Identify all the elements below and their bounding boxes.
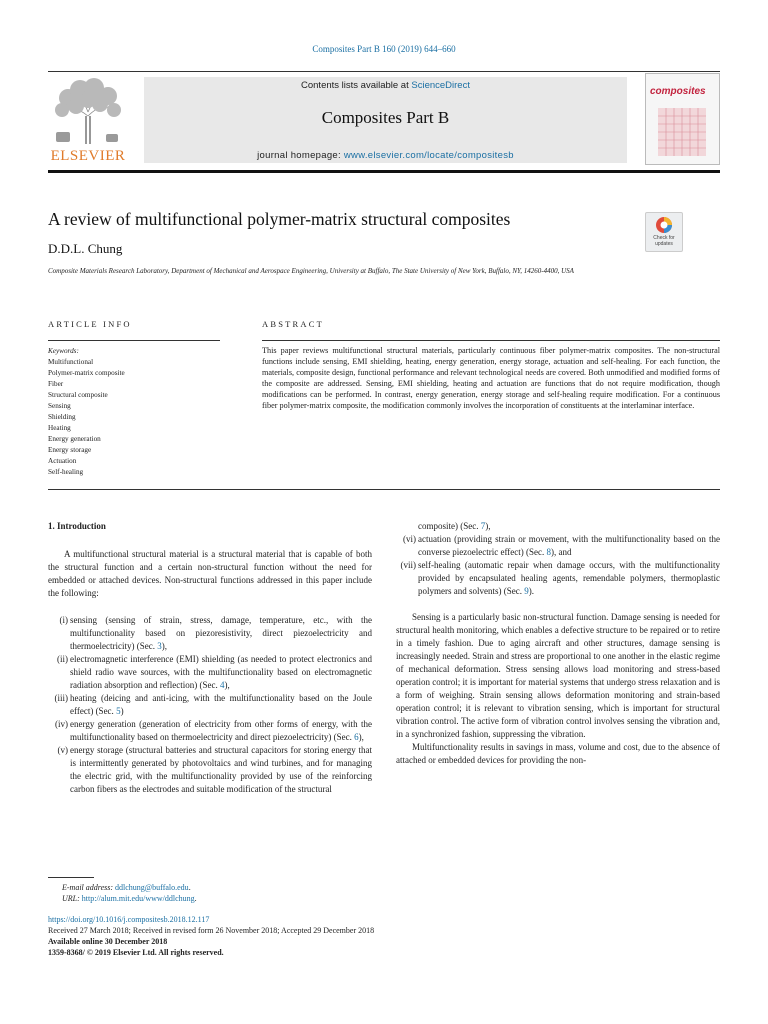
article-info-rule xyxy=(48,340,220,341)
section-link[interactable]: 9 xyxy=(524,586,529,596)
email-end: . xyxy=(188,883,191,892)
keyword-item: Self-healing xyxy=(48,468,84,476)
list-end: ), xyxy=(161,641,167,651)
function-list-continued xyxy=(396,533,720,598)
keyword-item: Fiber xyxy=(48,380,64,388)
keyword-item: Shielding xyxy=(48,413,76,421)
footnote-rule xyxy=(48,877,94,878)
list-end: ). xyxy=(528,586,534,596)
keyword-item: Polymer-matrix composite xyxy=(48,369,125,377)
list-item xyxy=(48,614,372,653)
journal-cover-thumbnail[interactable] xyxy=(645,73,720,165)
list-number: (vii) xyxy=(400,560,416,570)
homepage-line xyxy=(144,150,627,161)
received-dates: Received 27 March 2018; Received in revised form 26 November 2018; Accepted 29 December 2018 xyxy=(48,926,375,935)
list-end: ), and xyxy=(551,547,572,557)
publication-info xyxy=(48,914,374,958)
body-left-column xyxy=(48,520,372,796)
keyword-item: Multifunctional xyxy=(48,358,94,366)
url-end: . xyxy=(194,894,197,903)
author-name: D.D.L. Chung xyxy=(48,241,123,256)
crossmark-icon xyxy=(655,216,673,234)
author-footnote xyxy=(62,882,197,904)
url-label: URL: xyxy=(62,894,82,903)
list-text: actuation (providing strain or movement, with the multifunctionality based on the converse piezoelectric effect) (Sec. xyxy=(418,534,720,557)
list-end: ), xyxy=(485,521,491,531)
list-text: energy storage (structural batteries and structural capacitors for storing energy that is intermittently generated by photovoltaics and wind turbines, and for managing the electric grid, with the multifunctionality provided by use of the reinforcing carbon fibers as the electrodes and suitable modification of the structural xyxy=(70,745,372,794)
list-text: electromagnetic interference (EMI) shielding (as needed to protect electronics and shield radio wave sources, with the multifunctionality based on electromagnetic radiation absorption and reflection) (Sec. xyxy=(70,654,372,690)
email-label: E-mail address: xyxy=(62,883,116,892)
intro-paragraph: A multifunctional structural material is a structural material that is capable of both the structural function and a certain non-structural function without the need for embedded or attached devices. Non-structural functions addressed in this paper include the following: xyxy=(48,549,372,598)
contents-line xyxy=(144,80,627,91)
abstract-heading: ABSTRACT xyxy=(262,319,324,329)
list-text: sensing (sensing of strain, stress, damage, temperature, etc., with the multifunctionality based on piezoresistivity, direct piezoelectricity and thermoelectricity) (Sec. xyxy=(70,615,372,651)
abstract-rule xyxy=(262,340,720,341)
article-info-heading: ARTICLE INFO xyxy=(48,319,132,329)
crossmark-label: Check for updates xyxy=(653,235,675,247)
keywords-label: Keywords: xyxy=(48,347,79,355)
list-number: (iv) xyxy=(55,719,68,729)
list-item xyxy=(396,559,720,598)
homepage-url-link[interactable]: http://alum.mit.edu/www/ddlchung xyxy=(81,894,195,903)
list-text: self-healing (automatic repair when damage occurs, with the multifunctionality provided by encapsulated healing agents, remendable polymers, thermoplastic polymers and solvents) (Sec. xyxy=(418,560,720,596)
keyword-item: Energy generation xyxy=(48,435,101,443)
journal-reference[interactable]: Composites Part B 160 (2019) 644–660 xyxy=(312,44,456,54)
section-link[interactable]: 8 xyxy=(546,547,552,557)
contents-prefix: Contents lists available at xyxy=(301,80,412,91)
list-item xyxy=(48,744,372,796)
section-link[interactable]: 3 xyxy=(157,641,162,651)
list-item xyxy=(48,692,372,718)
section-rule xyxy=(48,489,720,490)
body-right-column xyxy=(396,520,720,767)
list-number: (v) xyxy=(57,745,68,755)
list-item xyxy=(48,718,372,744)
spacer xyxy=(396,598,720,611)
section-link[interactable]: 4 xyxy=(219,680,225,690)
cover-title: composites xyxy=(650,86,706,97)
keyword-item: Heating xyxy=(48,424,71,432)
article-title: A review of multifunctional polymer-matrix structural composites xyxy=(48,209,511,229)
available-online: Available online 30 December 2018 xyxy=(48,937,168,946)
list-text: energy generation (generation of electricity from other forms of energy, with the multifunctionality based on thermoelectricity and direct piezoelectricity) (Sec. xyxy=(70,719,372,742)
list-number: (vi) xyxy=(403,534,416,544)
keyword-item: Sensing xyxy=(48,402,71,410)
body-paragraph: Multifunctionality results in savings in mass, volume and cost, due to the absence of attached or embedded devices for providing the non- xyxy=(396,742,720,765)
list-text: composite) (Sec. xyxy=(418,521,481,531)
function-list xyxy=(48,614,372,796)
list-number: (ii) xyxy=(57,654,68,664)
homepage-prefix: journal homepage: xyxy=(257,150,344,161)
section-link[interactable]: 7 xyxy=(480,521,486,531)
keyword-item: Actuation xyxy=(48,457,77,465)
homepage-link[interactable]: www.elsevier.com/locate/compositesb xyxy=(343,150,514,161)
list-number: (iii) xyxy=(54,693,68,703)
list-number: (i) xyxy=(59,615,68,625)
url-line xyxy=(62,893,197,904)
list-text: heating (deicing and anti-icing, with the multifunctionality based on the Joule effect) (Sec. xyxy=(70,693,372,716)
introduction-heading: 1. Introduction xyxy=(48,521,106,531)
section-link[interactable]: 5 xyxy=(116,706,121,716)
list-end: ) xyxy=(120,706,124,716)
header-thick-rule xyxy=(48,170,720,173)
list-item xyxy=(396,533,720,559)
elsevier-wordmark: ELSEVIER xyxy=(50,148,126,164)
keyword-item: Energy storage xyxy=(48,446,92,454)
list-item-continuation xyxy=(396,520,720,533)
copyright-line: 1359-8368/ © 2019 Elsevier Ltd. All rights reserved. xyxy=(48,948,224,957)
list-end: ), xyxy=(358,732,364,742)
abstract-text: This paper reviews multifunctional structural materials, particularly continuous fiber polymer-matrix composites. The non-structural functions include sensing, EMI shielding, heating, energy generation, energy storage, actuation and self-healing. For each function, the materials, composite design, functional performance and relevant technological needs are covered. Both unmodified and modified forms of the composite are addressed. Sensing, EMI shielding, heating and actuation are functions that do not require modification, though modifications can be performed. In contrast, energy generation, energy storage and self-healing require modification. For a continuous fiber polymer-matrix composite, the modification commonly involves the incorporation of constituents at the interlaminar interface. xyxy=(262,346,720,410)
journal-title: Composites Part B xyxy=(321,108,450,127)
email-link[interactable]: ddlchung@buffalo.edu xyxy=(115,883,189,892)
author-affiliation: Composite Materials Research Laboratory, Department of Mechanical and Aerospace Engineering, University at Buffalo, The State University of New York, Buffalo, NY, 14260-4400, USA xyxy=(48,267,574,275)
tree-icon xyxy=(48,76,128,146)
sciencedirect-link[interactable]: ScienceDirect xyxy=(411,80,470,91)
list-item xyxy=(48,653,372,692)
keywords-list xyxy=(48,346,228,478)
check-for-updates-badge[interactable] xyxy=(645,212,683,252)
body-paragraph: Sensing is a particularly basic non-structural function. Damage sensing is needed for structural health monitoring, which enables a defective structure to be repaired or to retire in a timely fashion. Due to aging aircraft and other structures, damage sensing is increasingly needed. Strain and stress are proportional to one another in the elastic regime of mechanical deformation. Stress sensing allows load monitoring and stress-based operation control; it is important for material systems that undergo stress relaxation and is a form of weighing. Strain sensing allows deformation monitoring and strain-based operation control; it is relevant to vibration sensing, which is important for structural vibration control. The active form of vibration control involves sensing the vibration and, in a synchronized fashion, suppressing the vibration. xyxy=(396,612,720,739)
email-line xyxy=(62,882,197,893)
list-end: ), xyxy=(224,680,230,690)
cover-image xyxy=(658,108,706,156)
keyword-item: Structural composite xyxy=(48,391,108,399)
section-link[interactable]: 6 xyxy=(354,732,359,742)
header-rule xyxy=(48,71,720,72)
doi-link[interactable]: https://doi.org/10.1016/j.compositesb.2018.12.117 xyxy=(48,915,210,924)
